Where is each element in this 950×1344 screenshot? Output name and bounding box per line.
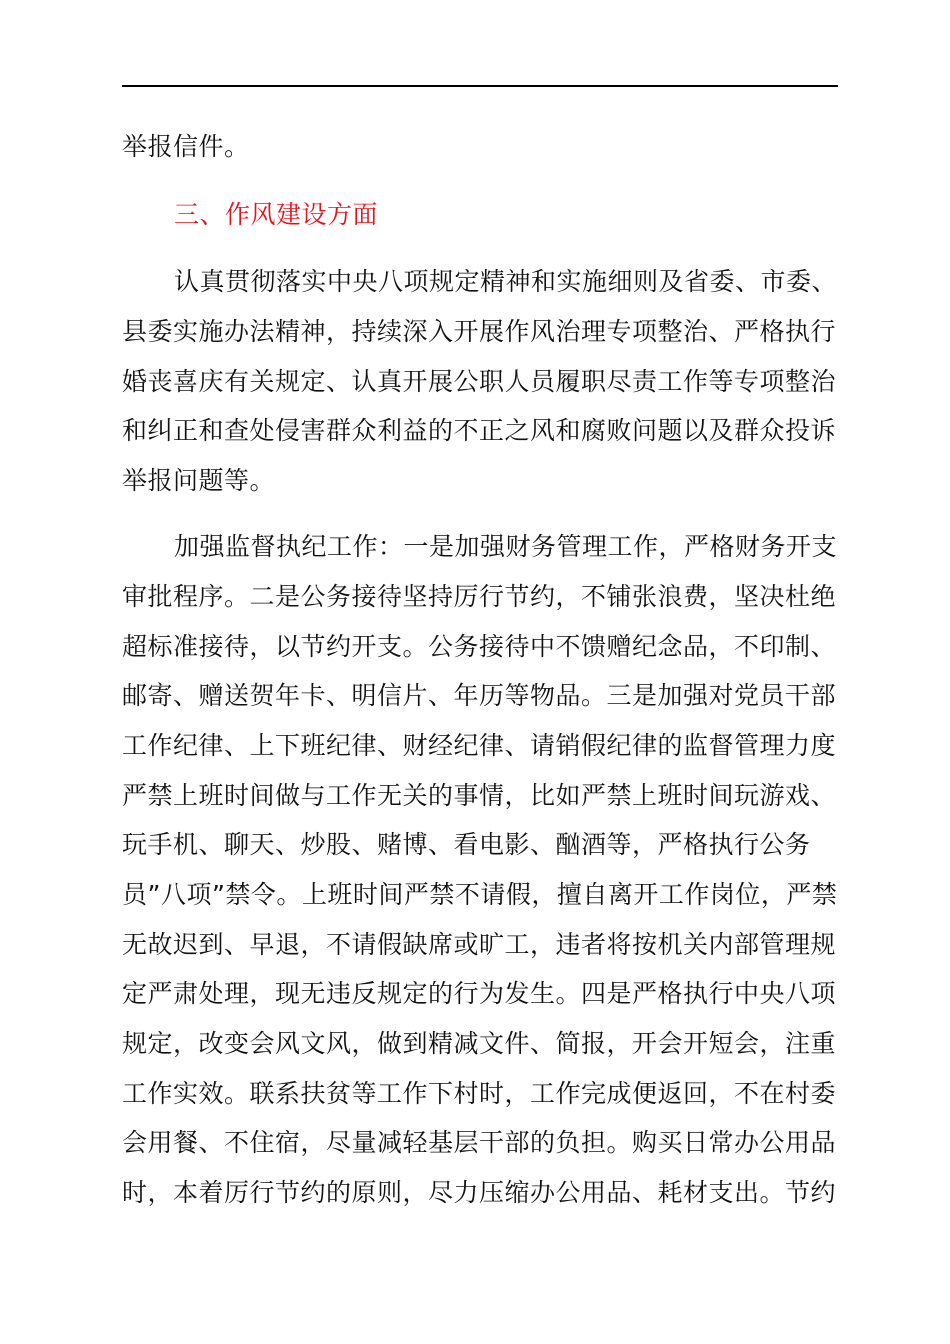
paragraph-line: 员”八项”禁令。上班时间严禁不请假，擅自离开工作岗位，严禁 [122,880,838,909]
paragraph-line: 审批程序。二是公务接待坚持厉行节约，不铺张浪费，坚决杜绝 [122,582,837,611]
paragraph-line: 邮寄、赠送贺年卡、明信片、年历等物品。三是加强对党员干部 [122,681,837,710]
header-rule [122,85,838,87]
paragraph-line: 玩手机、聊天、炒股、赌博、看电影、酗酒等，严格执行公务 [122,830,811,859]
paragraph-line: 县委实施办法精神，持续深入开展作风治理专项整治、严格执行 [122,317,837,346]
paragraph-line: 工作实效。联系扶贫等工作下村时，工作完成便返回，不在村委 [122,1079,837,1108]
paragraph-line: 和纠正和查处侵害群众利益的不正之风和腐败问题以及群众投诉 [122,416,837,445]
paragraph-line: 举报问题等。 [122,466,276,495]
paragraph-line: 认真贯彻落实中央八项规定精神和实施细则及省委、市委、 [174,267,838,296]
paragraph-line: 定严肃处理，现无违反规定的行为发生。四是严格执行中央八项 [122,979,837,1008]
paragraph-line: 无故迟到、早退，不请假缺席或旷工，违者将按机关内部管理规 [122,930,837,959]
paragraph-line: 加强监督执纪工作：一是加强财务管理工作，严格财务开支 [174,532,838,561]
paragraph-line: 时，本着厉行节约的原则，尽力压缩办公用品、耗材支出。节约 [122,1178,837,1207]
section-heading: 三、作风建设方面 [174,200,379,229]
paragraph-line: 婚丧喜庆有关规定、认真开展公职人员履职尽责工作等专项整治 [122,367,837,396]
paragraph-line: 规定，改变会风文风，做到精减文件、简报，开会开短会，注重 [122,1029,837,1058]
paragraph-line: 工作纪律、上下班纪律、财经纪律、请销假纪律的监督管理力度 [122,731,837,760]
intro-tail-line: 举报信件。 [122,132,250,161]
paragraph-line: 会用餐、不住宿，尽量减轻基层干部的负担。购买日常办公用品 [122,1128,837,1157]
paragraph-line: 严禁上班时间做与工作无关的事情，比如严禁上班时间玩游戏、 [122,781,837,810]
paragraph-line: 超标准接待，以节约开支。公务接待中不馈赠纪念品，不印制、 [122,632,837,661]
